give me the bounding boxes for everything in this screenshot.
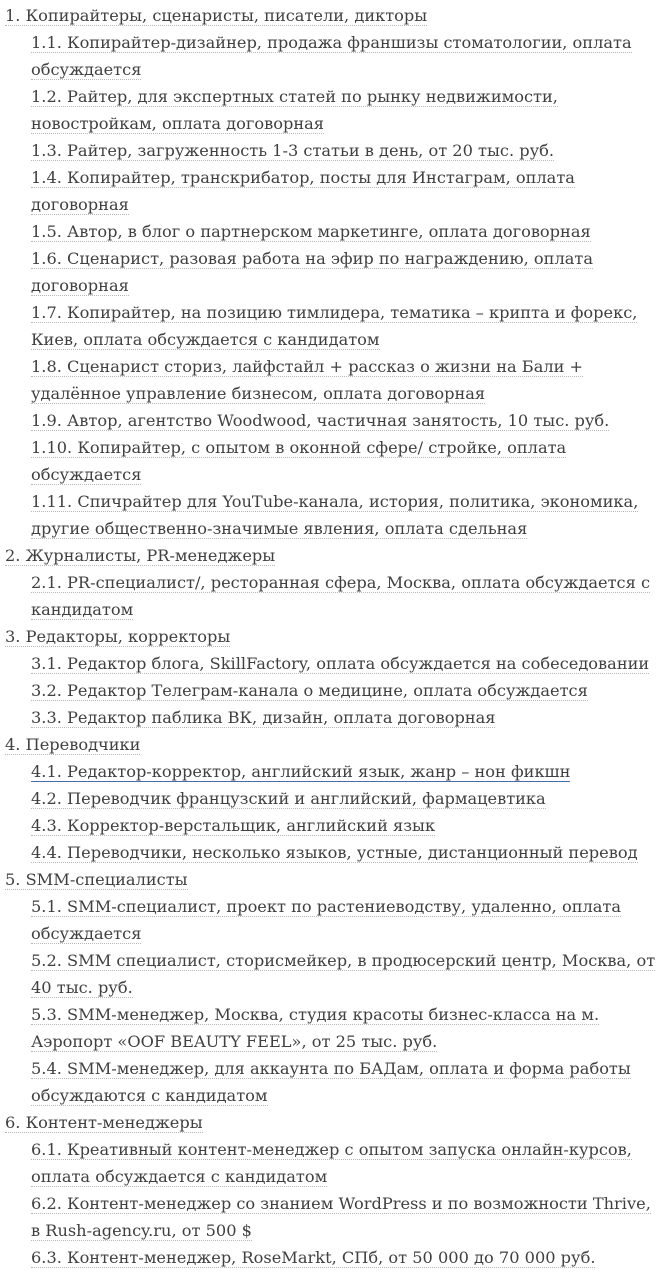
toc-item[interactable]: 1.7. Копирайтер, на позицию тимлидера, тематика – крипта и форекс, Киев, оплата обсуждается с кандидатом bbox=[31, 303, 638, 349]
toc-item[interactable]: 3.2. Редактор Телеграм-канала о медицине, оплата обсуждается bbox=[31, 681, 588, 700]
toc-item[interactable]: 5.4. SMM-менеджер, для аккаунта по БАДам, оплата и форма работы обсуждаются с кандидатом bbox=[31, 1059, 631, 1105]
toc-section-title[interactable]: 1. Копирайтеры, сценаристы, писатели, дикторы bbox=[5, 6, 428, 25]
toc-item[interactable]: 3.3. Редактор паблика ВК, дизайн, оплата договорная bbox=[31, 708, 496, 727]
toc-item[interactable]: 5.3. SMM-менеджер, Москва, студия красоты бизнес-класса на м. Аэропорт «OOF BEAUTY FEEL», от 25 тыс. руб. bbox=[31, 1005, 600, 1051]
toc-sub-list bbox=[5, 29, 656, 542]
toc-item[interactable]: 1.8. Сценарист сториз, лайфстайл + рассказ о жизни на Бали + удалённое управление бизнесом, оплата договорная bbox=[31, 357, 584, 403]
toc-item[interactable]: 6.3. Контент-менеджер, RoseMarkt, СПб, от 50 000 до 70 000 руб. bbox=[31, 1248, 596, 1267]
toc-section-copywriters bbox=[5, 2, 656, 542]
toc-item[interactable]: 4.4. Переводчики, несколько языков, устные, дистанционный перевод bbox=[31, 843, 638, 862]
toc-section-translators bbox=[5, 731, 656, 866]
toc-item[interactable]: 1.3. Райтер, загруженность 1-3 статьи в день, от 20 тыс. руб. bbox=[31, 141, 555, 160]
toc-section-editors bbox=[5, 623, 656, 731]
toc-item[interactable]: 1.2. Райтер, для экспертных статей по рынку недвижимости, новостройкам, оплата договорная bbox=[31, 87, 558, 133]
toc-item[interactable]: 1.10. Копирайтер, с опытом в оконной сфере/ стройке, оплата обсуждается bbox=[31, 438, 567, 484]
toc-item[interactable]: 1.6. Сценарист, разовая работа на эфир по награждению, оплата договорная bbox=[31, 249, 593, 295]
toc-item-active[interactable]: 4.1. Редактор-корректор, английский язык, жанр – нон фикшн bbox=[31, 762, 571, 781]
toc-section-title[interactable]: 6. Контент-менеджеры bbox=[5, 1113, 203, 1132]
toc-section-title[interactable]: 2. Журналисты, PR-менеджеры bbox=[5, 546, 276, 565]
toc-item[interactable]: 5.1. SMM-специалист, проект по растениеводству, удаленно, оплата обсуждается bbox=[31, 897, 622, 943]
toc-item[interactable]: 1.9. Автор, агентство Woodwood, частичная занятость, 10 тыс. руб. bbox=[31, 411, 610, 430]
toc-section-content-managers bbox=[5, 1109, 656, 1271]
toc-item[interactable]: 1.11. Спичрайтер для YouTube-канала, история, политика, экономика, другие общественно-значимые явления, оплата сдельная bbox=[31, 492, 639, 538]
toc-sub-list bbox=[5, 893, 656, 1109]
toc-section-title[interactable]: 3. Редакторы, корректоры bbox=[5, 627, 231, 646]
toc-item[interactable]: 5.2. SMM специалист, сторисмейкер, в продюсерский центр, Москва, от 40 тыс. руб. bbox=[31, 951, 656, 997]
toc-item[interactable]: 4.2. Переводчик французский и английский, фармацевтика bbox=[31, 789, 546, 808]
toc-item[interactable]: 1.1. Копирайтер-дизайнер, продажа франшизы стоматологии, оплата обсуждается bbox=[31, 33, 632, 79]
toc-sub-list bbox=[5, 758, 656, 866]
toc-item[interactable]: 1.5. Автор, в блог о партнерском маркетинге, оплата договорная bbox=[31, 222, 591, 241]
toc-sub-list bbox=[5, 1136, 656, 1271]
toc-item[interactable]: 2.1. PR-специалист/, ресторанная сфера, Москва, оплата обсуждается с кандидатом bbox=[31, 573, 651, 619]
toc-section-smm bbox=[5, 866, 656, 1109]
toc-item[interactable]: 3.1. Редактор блога, SkillFactory, оплата обсуждается на собеседовании bbox=[31, 654, 650, 673]
toc-sub-list bbox=[5, 569, 656, 623]
toc-section-title[interactable]: 5. SMM-специалисты bbox=[5, 870, 188, 889]
toc-item[interactable]: 6.1. Креативный контент-менеджер с опытом запуска онлайн-курсов, оплата обсуждается с кандидатом bbox=[31, 1140, 632, 1186]
toc-sub-list bbox=[5, 650, 656, 731]
toc-section-title[interactable]: 4. Переводчики bbox=[5, 735, 141, 754]
toc-item[interactable]: 4.3. Корректор-верстальщик, английский язык bbox=[31, 816, 436, 835]
toc-section-journalists bbox=[5, 542, 656, 623]
toc-item[interactable]: 1.4. Копирайтер, транскрибатор, посты для Инстаграм, оплата договорная bbox=[31, 168, 575, 214]
toc-item[interactable]: 6.2. Контент-менеджер со знанием WordPress и по возможности Thrive, в Rush-agency.ru, от 500 $ bbox=[31, 1194, 651, 1240]
